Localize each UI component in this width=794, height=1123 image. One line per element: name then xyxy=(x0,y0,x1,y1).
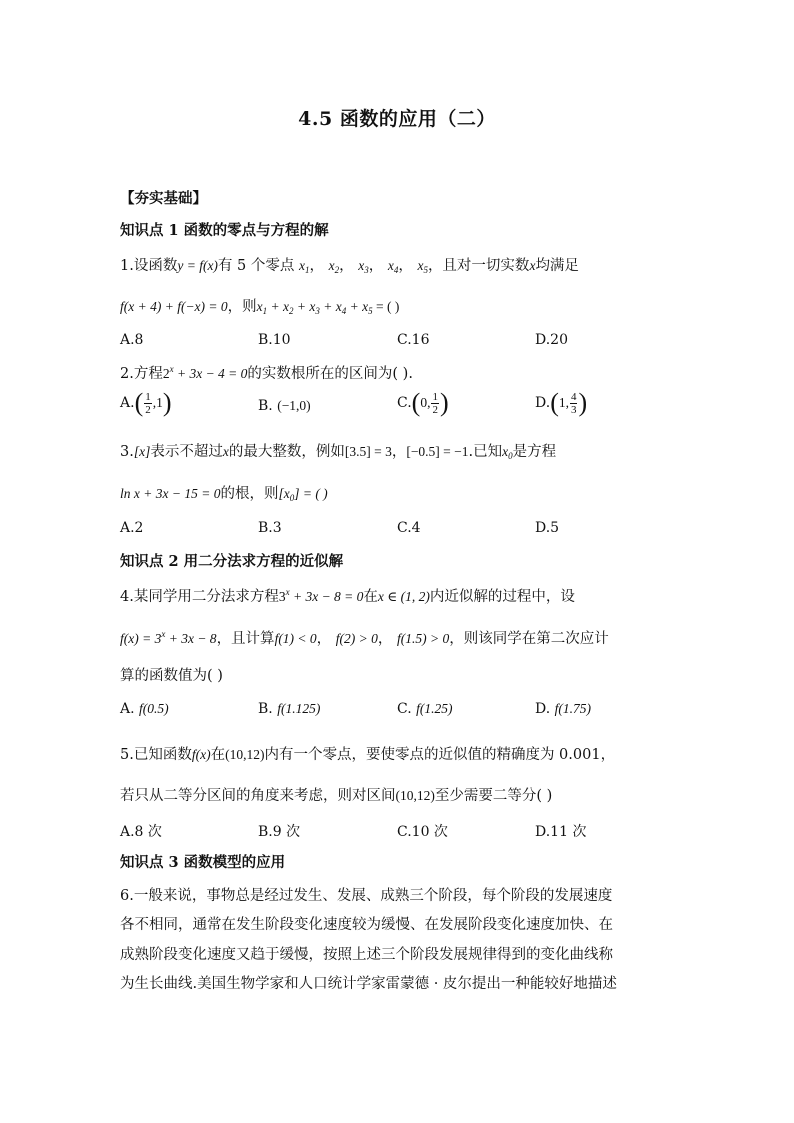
question-5-option-d[interactable]: D.11 次 xyxy=(535,824,587,840)
question-1-line-1: 1.设函数y = f(x)有 5 个零点 $x_1$， $x_2$， $x_3$， $x_4$， $x_5$，且对一切实数x均满足 xyxy=(120,258,579,275)
question-3-option-c[interactable]: C.4 xyxy=(397,520,421,536)
question-3-option-d[interactable]: D.5 xyxy=(535,520,560,536)
question-1-line-2: f(x + 4) + f(−x) = 0，则$x_1 + x_2 + x_3 + x_4 + x_5$ = ( ) xyxy=(120,299,400,316)
question-3-option-b[interactable]: B.3 xyxy=(258,520,282,536)
question-4-option-c[interactable]: C. f(1.25) xyxy=(397,701,453,717)
question-2-stem: 2.方程$2^x + 3x - 4 = 0$的实数根所在的区间为( ). xyxy=(120,364,413,382)
question-1-option-a[interactable]: A.8 xyxy=(120,332,144,348)
question-5-line-1: 5.已知函数f(x)在(10,12)内有一个零点，要使零点的近似值的精确度为 0.001， xyxy=(120,747,616,763)
question-2-option-b[interactable]: B. (−1,0) xyxy=(258,398,311,414)
knowledge-point-1-heading: 知识点 1 函数的零点与方程的解 xyxy=(120,222,329,239)
question-6-line-4: 为生长曲线.美国生物学家和人口统计学家雷蒙德 · 皮尔提出一种能较好地描述 xyxy=(120,976,617,992)
question-5-option-c[interactable]: C.10 次 xyxy=(397,824,448,840)
question-2-option-a[interactable]: A.( $\frac{1}{2}$ ,1) xyxy=(120,388,172,417)
question-4-line-3: 算的函数值为( ) xyxy=(120,668,223,684)
question-1-option-d[interactable]: D.20 xyxy=(535,332,568,348)
section-heading-foundation: 【夯实基础】 xyxy=(120,190,207,207)
question-1-option-b[interactable]: B.10 xyxy=(258,332,291,348)
knowledge-point-2-heading: 知识点 2 用二分法求方程的近似解 xyxy=(120,553,344,570)
question-4-option-a[interactable]: A. f(0.5) xyxy=(120,701,169,717)
question-5-line-2: 若只从二等分区间的角度来考虑，则对区间(10,12)至少需要二等分( ) xyxy=(120,788,553,804)
question-6-line-3: 成熟阶段变化速度又趋于缓慢，按照上述三个阶段发展规律得到的变化曲线称 xyxy=(120,947,613,963)
question-6-line-1: 6.一般来说，事物总是经过发生、发展、成熟三个阶段，每个阶段的发展速度 xyxy=(120,888,613,904)
question-3-line-2: ln x + 3x − 15 = 0的根，则$[x_0]$ = ( ) xyxy=(120,486,328,503)
question-4-line-1: 4.某同学用二分法求方程$3^x + 3x - 8 = 0$在x ∈ (1, 2)内近似解的过程中，设 xyxy=(120,587,575,605)
question-2-option-d[interactable]: D.(1, $\frac{4}{3}$ ) xyxy=(535,388,588,417)
question-5-option-a[interactable]: A.8 次 xyxy=(120,824,162,840)
page-title: 4.5 函数的应用（二） xyxy=(298,108,496,130)
question-6-line-2: 各不相同，通常在发生阶段变化速度较为缓慢、在发展阶段变化速度加快、在 xyxy=(120,917,613,933)
question-3-line-1: 3.[x]表示不超过x的最大整数，例如[3.5] = 3，[−0.5] = −1.已知$x_0$是方程 xyxy=(120,444,557,461)
question-4-line-2: $f(x) = 3^x + 3x - 8$，且计算f(1) < 0， f(2) > 0， f(1.5) > 0，则该同学在第二次应计 xyxy=(120,629,609,647)
question-1-option-c[interactable]: C.16 xyxy=(397,332,430,348)
knowledge-point-3-heading: 知识点 3 函数模型的应用 xyxy=(120,854,286,871)
question-4-option-d[interactable]: D. f(1.75) xyxy=(535,701,592,717)
question-4-option-b[interactable]: B. f(1.125) xyxy=(258,701,321,717)
question-2-option-c[interactable]: C.(0, $\frac{1}{2}$ ) xyxy=(397,388,449,417)
question-5-option-b[interactable]: B.9 次 xyxy=(258,824,301,840)
question-3-option-a[interactable]: A.2 xyxy=(120,520,144,536)
